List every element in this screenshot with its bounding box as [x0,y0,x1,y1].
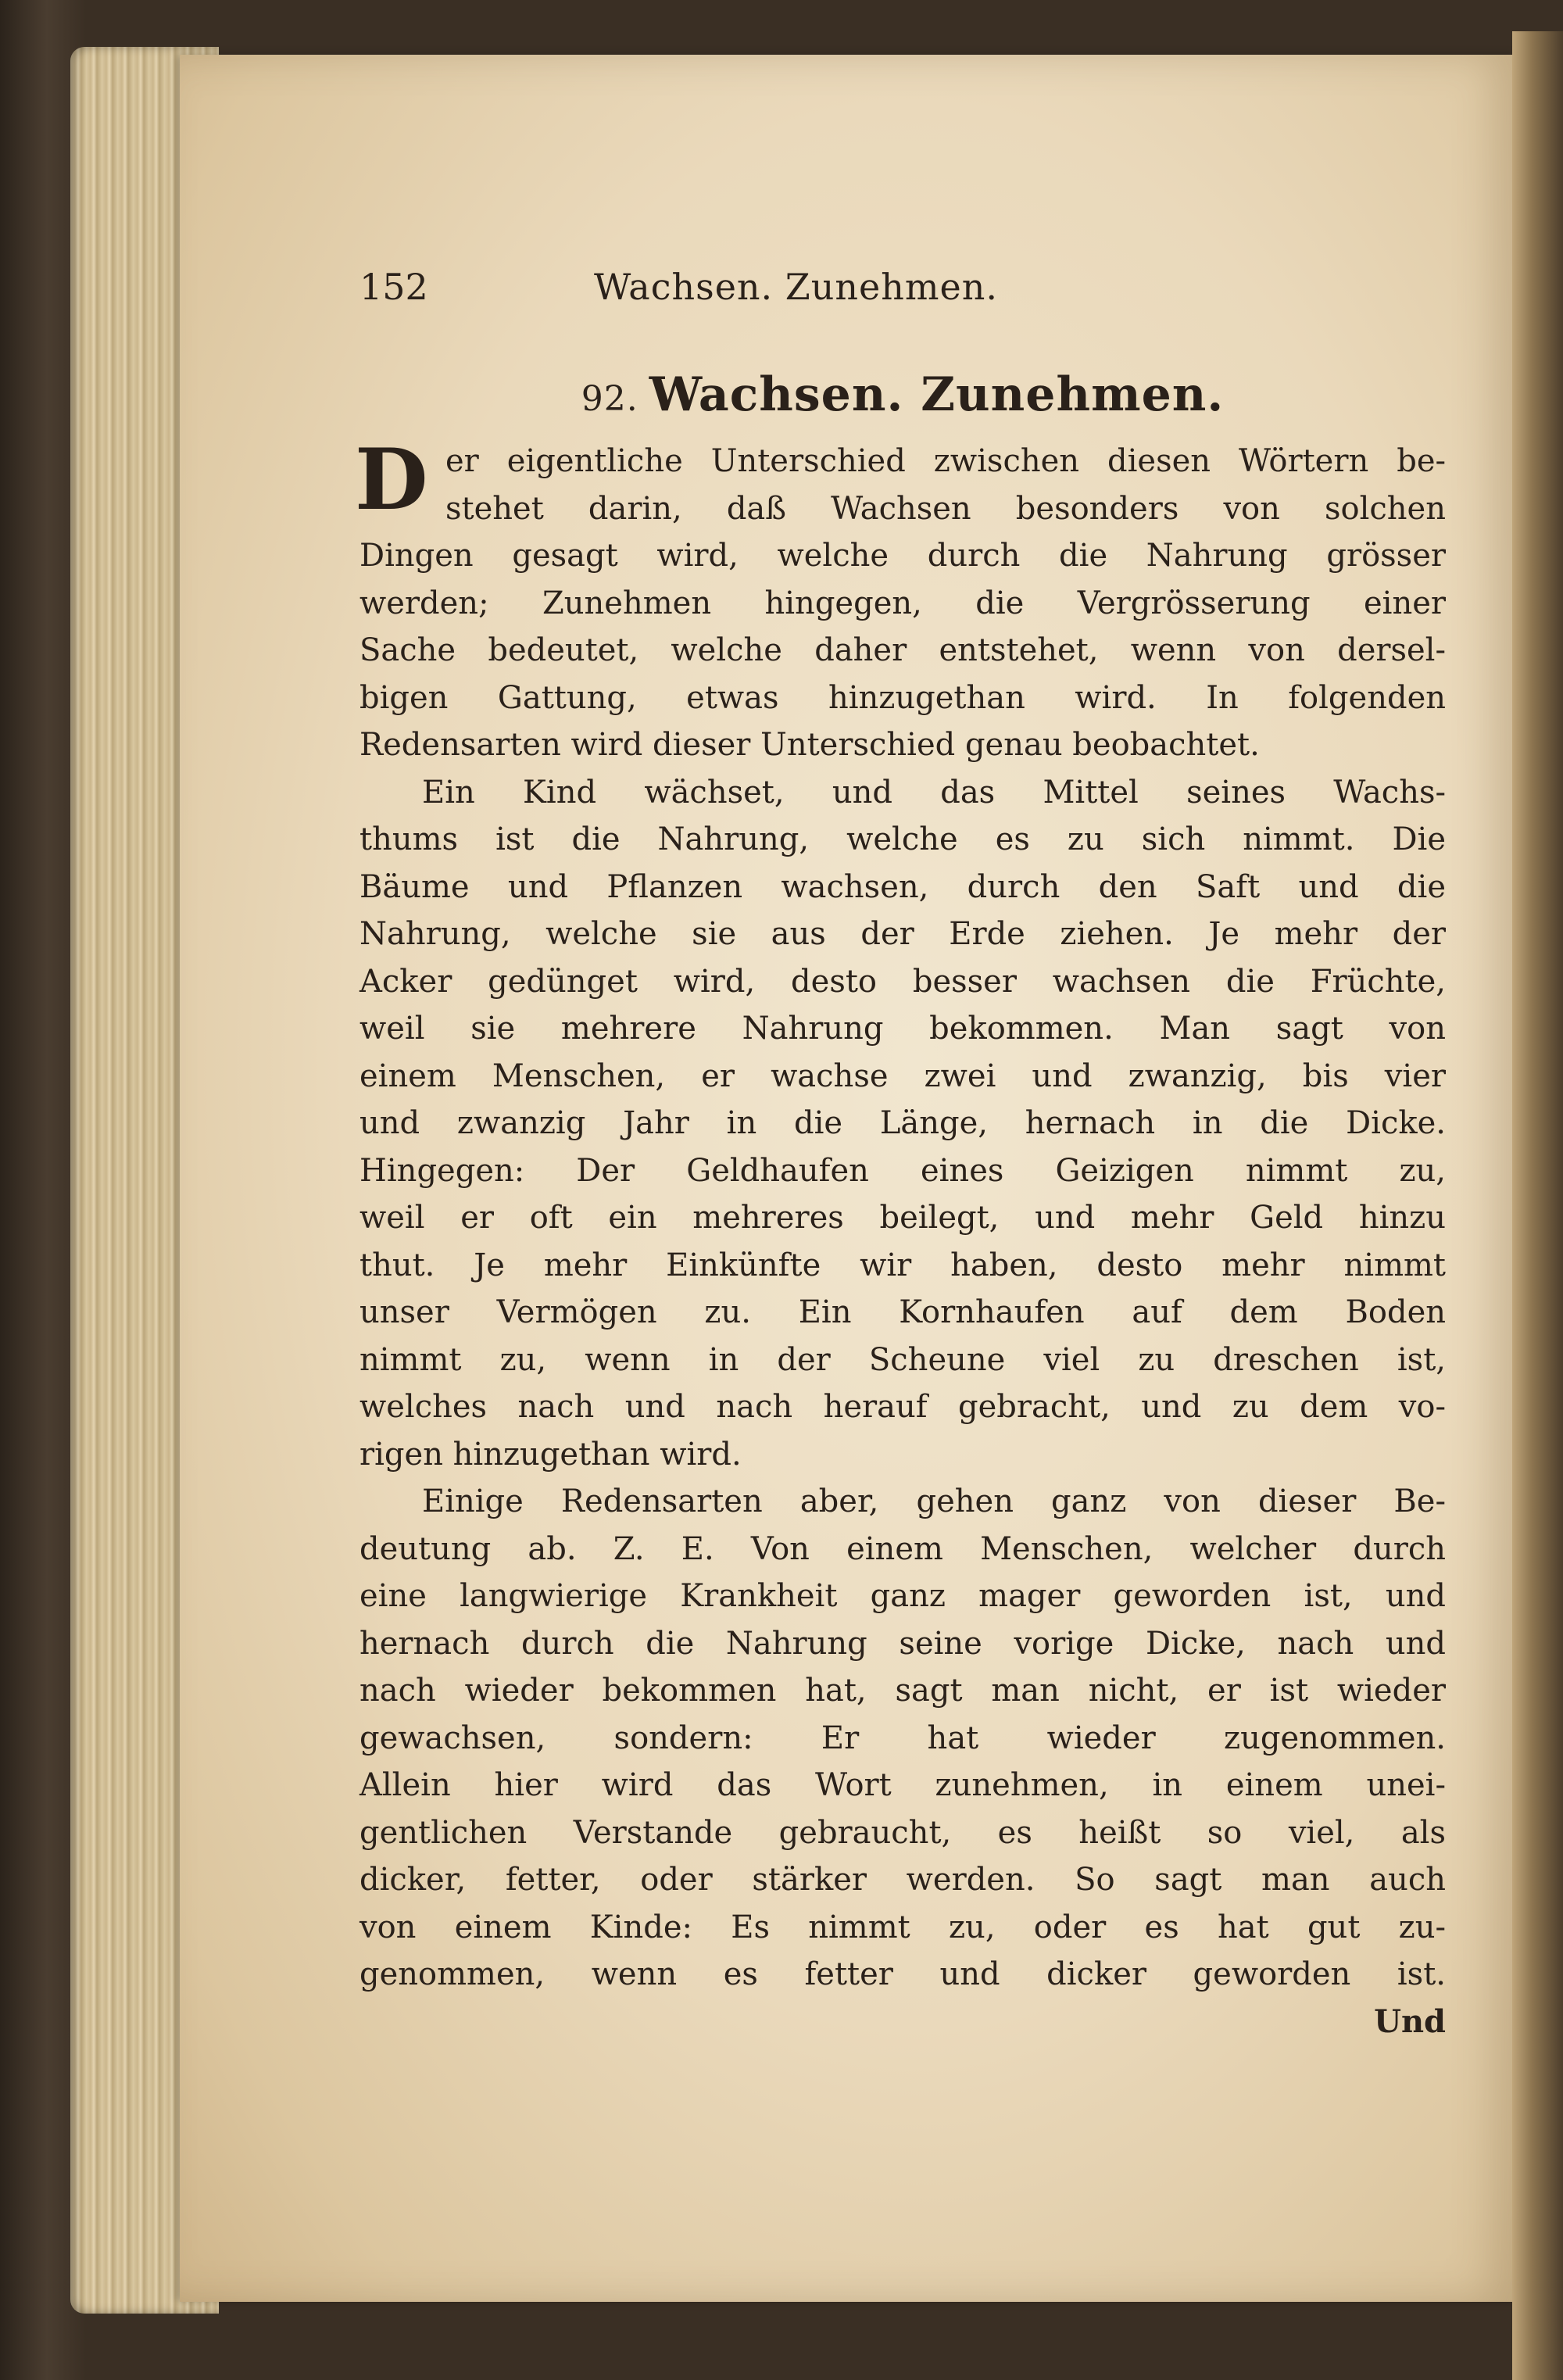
text-line: und zwanzig Jahr in die Länge, hernach in die Dicke. [359,1105,1446,1141]
text-line: nimmt zu, wenn in der Scheune viel zu dreschen ist, [359,1341,1446,1378]
text-line: genommen, wenn es fetter und dicker geworden ist. [359,1956,1446,1992]
page-number: 152 [359,266,428,308]
text-line: welches nach und nach herauf gebracht, und zu dem vo- [359,1389,1446,1425]
text-line: Sache bedeutet, welche daher entstehet, wenn von dersel- [359,632,1446,668]
running-head [359,258,1446,320]
text-line: rigen hinzugethan wird. [359,1436,742,1473]
text-line: er eigentliche Unterschied zwischen diesen Wörtern be- [445,443,1446,479]
text-line: bigen Gattung, etwas hinzugethan wird. In folgenden [359,679,1446,716]
text-line: eine langwierige Krankheit ganz mager geworden ist, und [359,1578,1446,1614]
catchword: Und [1374,2002,1446,2040]
section-heading [359,367,1446,422]
text-line: Hingegen: Der Geldhaufen eines Geizigen nimmt zu, [359,1152,1446,1189]
text-line: werden; Zunehmen hingegen, die Vergrösserung einer [359,585,1446,621]
text-line: gewachsen, sondern: Er hat wieder zugenommen. [359,1720,1446,1756]
text-line: Acker gedünget wird, desto besser wachsen die Früchte, [359,963,1446,1000]
text-line: thut. Je mehr Einkünfte wir haben, desto mehr nimmt [359,1247,1446,1283]
section-number: 92. [581,379,638,419]
text-line: Bäume und Pflanzen wachsen, durch den Saft und die [359,868,1446,905]
section-title: Wachsen. Zunehmen. [649,367,1225,422]
text-line: gentlichen Verstande gebraucht, es heißt so viel, als [359,1814,1446,1851]
text-line: einem Menschen, er wachse zwei und zwanzig, bis vier [359,1058,1446,1094]
book-binding [1512,31,1563,2380]
text-line: weil sie mehrere Nahrung bekommen. Man sagt von [359,1011,1446,1047]
text-line: Nahrung, welche sie aus der Erde ziehen. Je mehr der [359,916,1446,952]
text-line: Dingen gesagt wird, welche durch die Nahrung grösser [359,538,1446,574]
text-line: Redensarten wird dieser Unterschied genau beobachtet. [359,727,1260,763]
page-text [355,258,1446,2045]
text-line: Ein Kind wächset, und das Mittel seines Wachs- [422,774,1446,811]
text-line: dicker, fetter, oder stärker werden. So sagt man auch [359,1862,1446,1898]
text-line: unser Vermögen zu. Ein Kornhaufen auf dem Boden [359,1294,1446,1330]
text-line: weil er oft ein mehreres beilegt, und mehr Geld hinzu [359,1200,1446,1236]
text-line: Allein hier wird das Wort zunehmen, in einem unei- [359,1767,1446,1803]
text-line: Einige Redensarten aber, gehen ganz von dieser Be- [422,1483,1446,1519]
text-line: stehet darin, daß Wachsen besonders von solchen [445,490,1446,527]
text-line: nach wieder bekommen hat, sagt man nicht, er ist wieder [359,1673,1446,1709]
text-line: hernach durch die Nahrung seine vorige Dicke, nach und [359,1625,1446,1662]
text-line: thums ist die Nahrung, welche es zu sich nimmt. Die [359,821,1446,857]
text-line: deutung ab. Z. E. Von einem Menschen, welcher durch [359,1530,1446,1567]
text-line: von einem Kinde: Es nimmt zu, oder es hat gut zu- [359,1909,1446,1945]
running-title: Wachsen. Zunehmen. [594,266,998,308]
drop-cap: D [355,431,428,529]
body-text [355,431,1446,1999]
